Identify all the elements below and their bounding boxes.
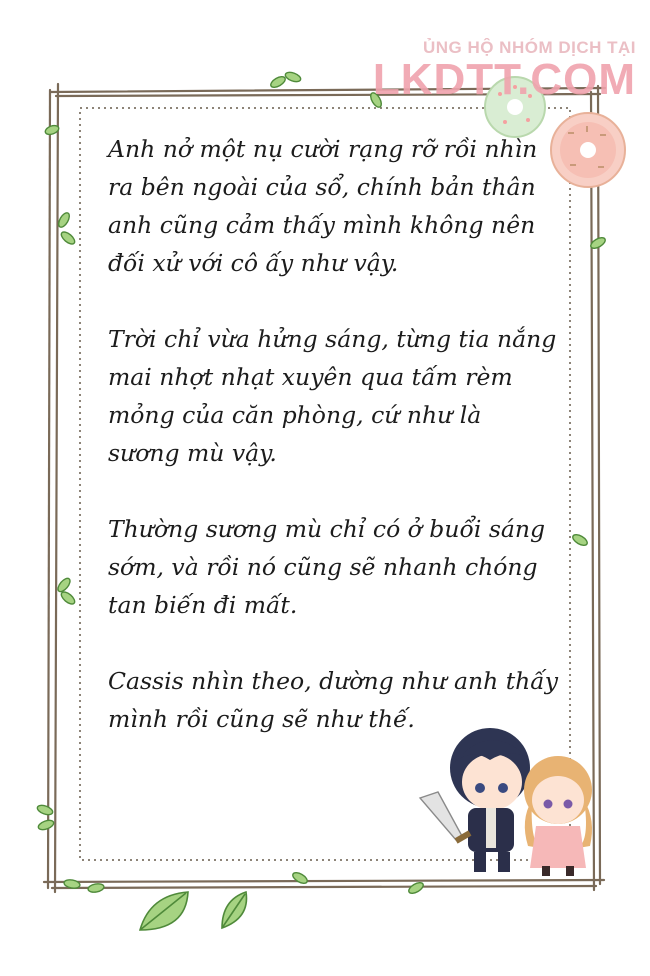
donut-pink-icon [551,113,625,187]
paragraph-2: Trời chỉ vừa hửng sáng, từng tia nắng mai nhợt nhạt xuyên qua tấm rèm mỏng của căn phòng, cứ như là sương mù vậy. [108,325,557,467]
story-text [108,130,558,776]
paragraph-1: Anh nở một nụ cười rạng rỡ rồi nhìn ra bên ngoài của sổ, chính bản thân anh cũng cảm thấy mình không nên đối xử với cô ấy như vậy. [108,135,538,277]
paragraph-4: Cassis nhìn theo, dường như anh thấy mình rồi cũng sẽ như thế. [108,667,558,733]
watermark [373,38,636,102]
watermark-line1: ỦNG HỘ NHÓM DỊCH TẠI [422,38,636,57]
watermark-site: LKDTT.COM [372,55,636,104]
paragraph-3: Thường sương mù chỉ có ở buổi sáng sớm, và rồi nó cũng sẽ nhanh chóng tan biến đi mất. [108,515,546,619]
